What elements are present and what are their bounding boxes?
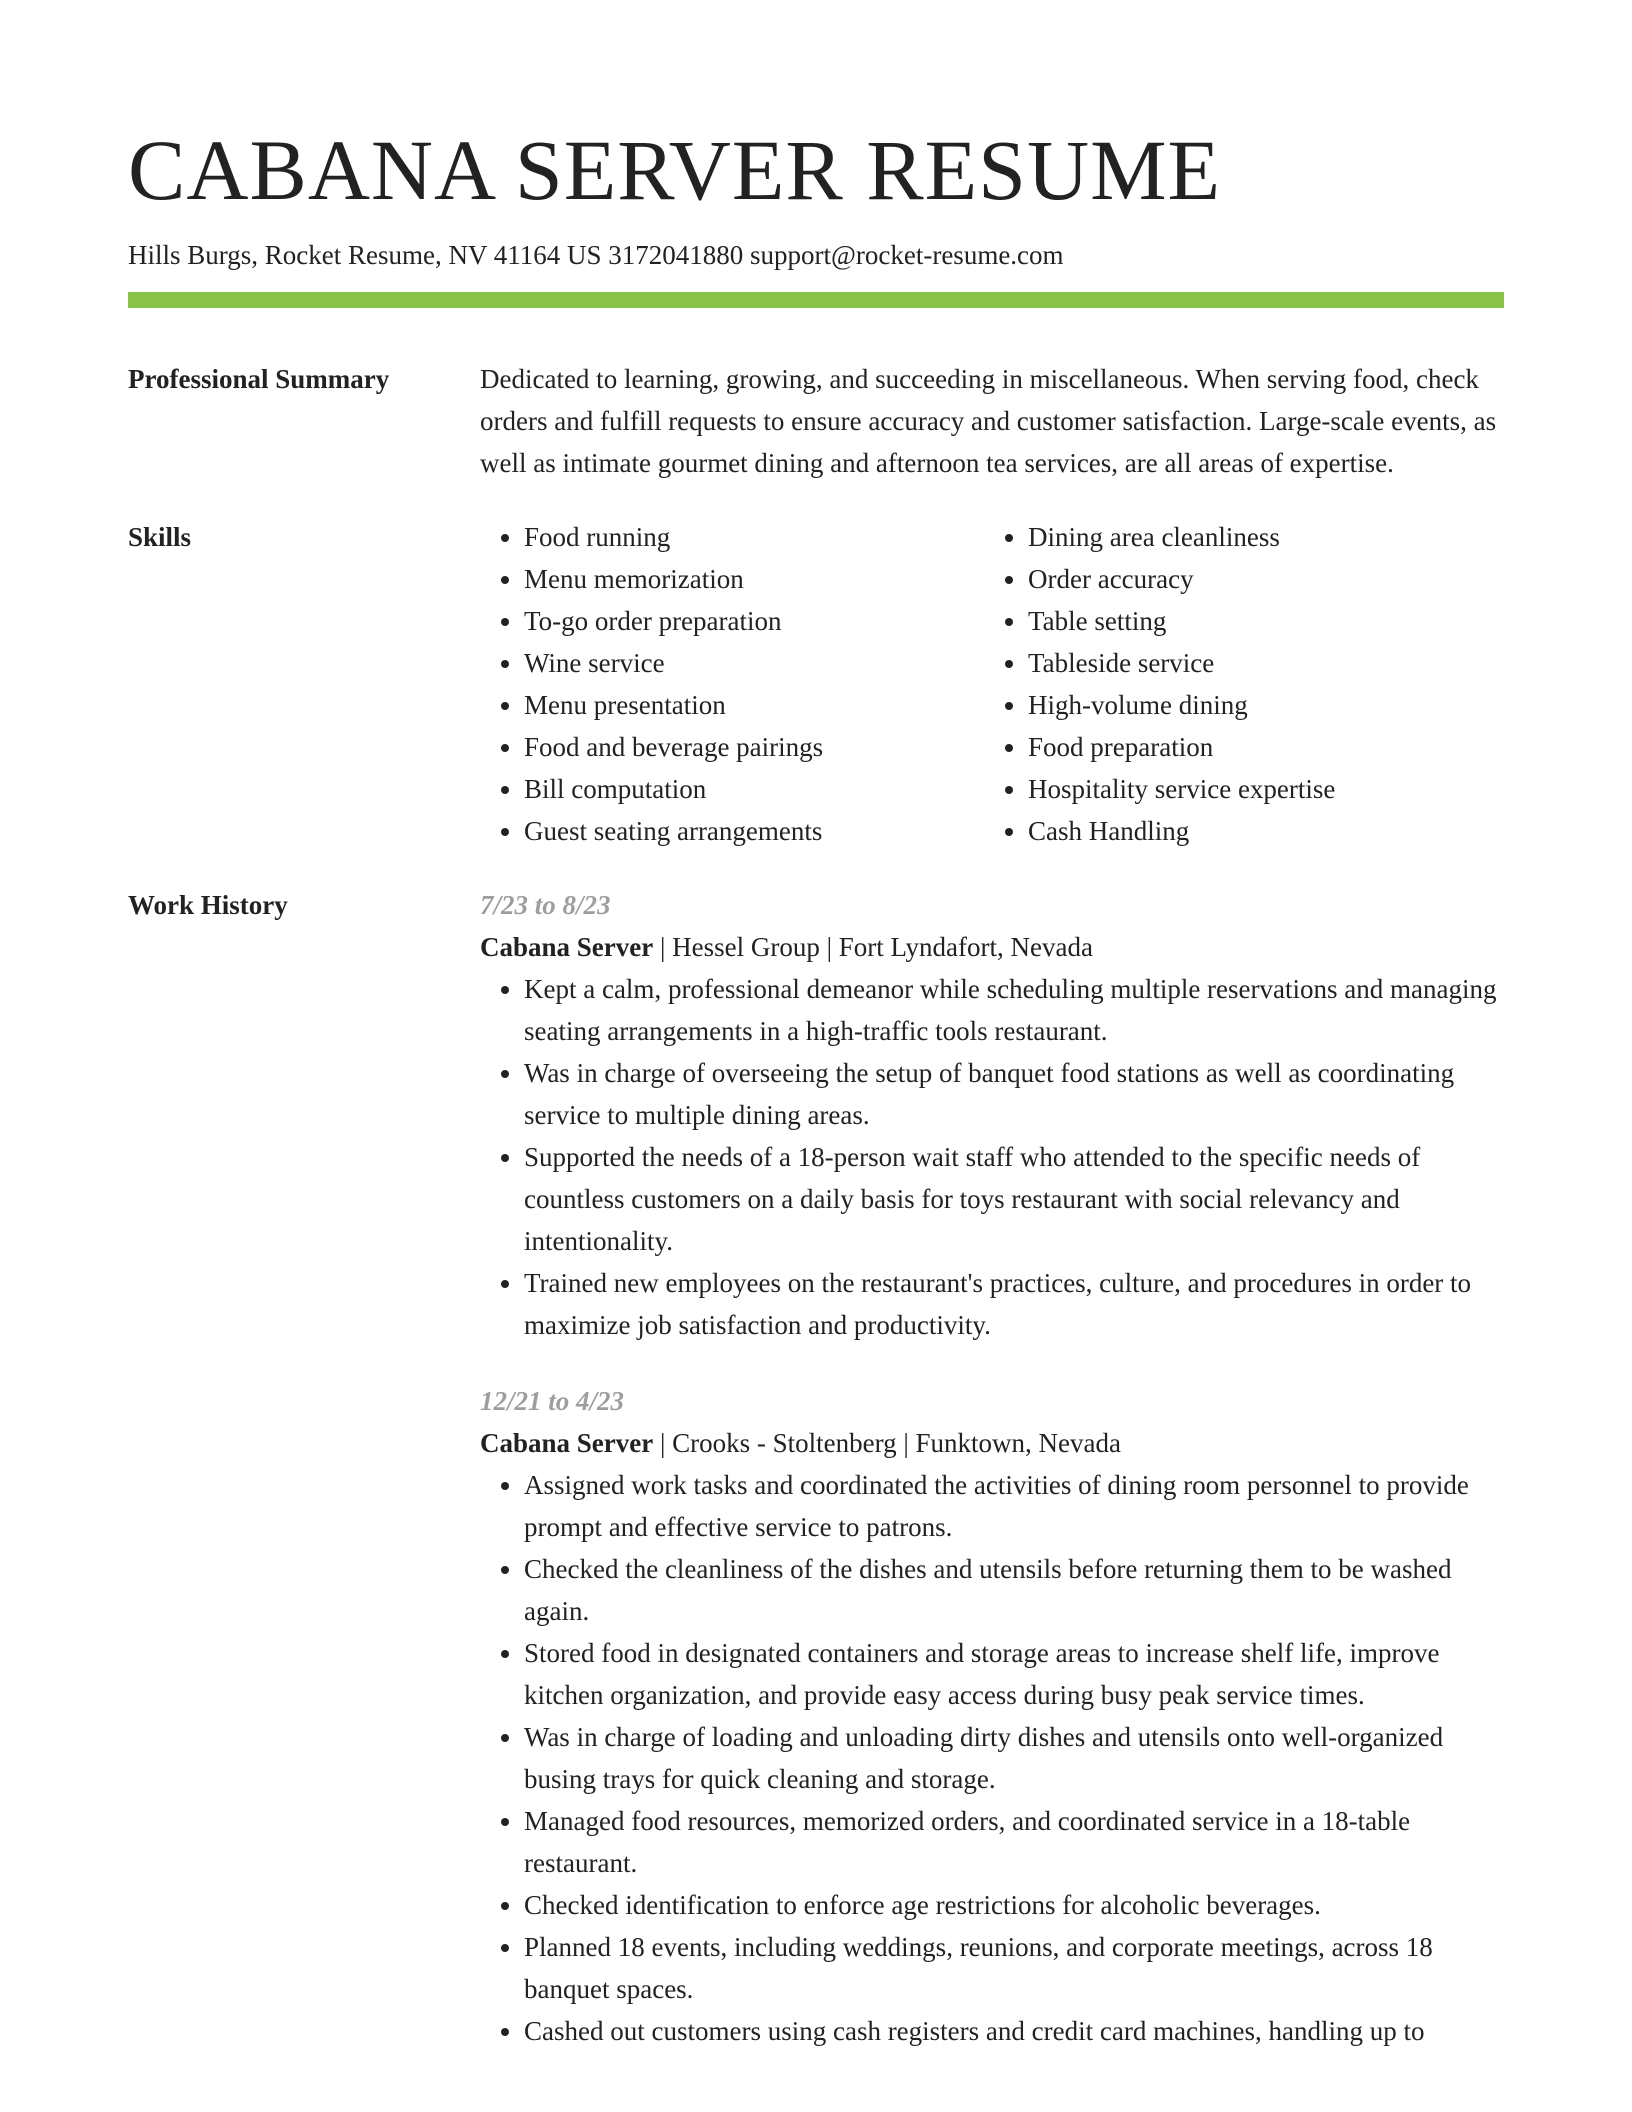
skill-item: • Food and beverage pairings: [524, 726, 984, 768]
skill-item: • Food preparation: [1028, 726, 1488, 768]
skill-item: • To-go order preparation: [524, 600, 984, 642]
section-label-skills: Skills: [128, 522, 192, 552]
skill-item: • Dining area cleanliness: [1028, 516, 1488, 558]
job-bullet: • Planned 18 events, including weddings, reunions, and corporate meetings, across 18 banquet spaces.: [524, 1926, 1504, 2010]
job-title-line: [480, 926, 1504, 968]
skills-list-right: [984, 516, 1488, 852]
job-bullet: • Managed food resources, memorized orders, and coordinated service in a 18-table restaurant.: [524, 1800, 1504, 1884]
job-entry: [480, 1380, 1504, 2052]
job-entry: [480, 884, 1504, 1346]
job-bullet: • Checked the cleanliness of the dishes and utensils before returning them to be washed again.: [524, 1548, 1504, 1632]
job-bullets: [480, 968, 1504, 1346]
skill-item: • Tableside service: [1028, 642, 1488, 684]
job-bullet: • Kept a calm, professional demeanor while scheduling multiple reservations and managing seating arrangements in a high-traffic tools restaurant.: [524, 968, 1504, 1052]
skill-item: • Table setting: [1028, 600, 1488, 642]
skill-item: • High-volume dining: [1028, 684, 1488, 726]
job-bullet: • Was in charge of loading and unloading dirty dishes and utensils onto well-organized busing trays for quick cleaning and storage.: [524, 1716, 1504, 1800]
page-title: CABANA SERVER RESUME: [128, 122, 1222, 218]
job-dates: 7/23 to 8/23: [480, 890, 611, 920]
summary-text: Dedicated to learning, growing, and succeeding in miscellaneous. When serving food, check orders and fulfill requests to ensure accuracy and customer satisfaction. Large-scale events, as well as intimate gourmet dining and afternoon tea services, are all areas of expertise.: [480, 364, 1497, 478]
skill-item: • Menu memorization: [524, 558, 984, 600]
job-title: Cabana Server: [480, 932, 654, 962]
job-bullet: • Supported the needs of a 18-person wait staff who attended to the specific needs of countless customers on a daily basis for toys restaurant with social relevancy and intentionality.: [524, 1136, 1504, 1262]
section-label-work: Work History: [128, 890, 288, 920]
skill-item: • Hospitality service expertise: [1028, 768, 1488, 810]
job-bullet: • Cashed out customers using cash registers and credit card machines, handling up to: [524, 2010, 1504, 2052]
skill-item: • Guest seating arrangements: [524, 810, 984, 852]
job-dates: 12/21 to 4/23: [480, 1386, 625, 1416]
resume-page: [128, 0, 1504, 2086]
job-title: Cabana Server: [480, 1428, 654, 1458]
job-details: | Hessel Group | Fort Lyndafort, Nevada: [653, 932, 1093, 962]
skills-section: [128, 516, 1504, 852]
skills-list-left: [480, 516, 984, 852]
skill-item: • Menu presentation: [524, 684, 984, 726]
contact-line: Hills Burgs, Rocket Resume, NV 41164 US 3172041880 support@rocket-resume.com: [128, 240, 1064, 270]
job-bullets: [480, 1464, 1504, 2052]
skill-item: • Cash Handling: [1028, 810, 1488, 852]
professional-summary-section: [128, 358, 1504, 484]
job-bullet: • Assigned work tasks and coordinated the activities of dining room personnel to provide prompt and effective service to patrons.: [524, 1464, 1504, 1548]
job-details: | Crooks - Stoltenberg | Funktown, Nevada: [653, 1428, 1122, 1458]
section-label-summary: Professional Summary: [128, 364, 390, 394]
job-bullet: • Trained new employees on the restaurant's practices, culture, and procedures in order to maximize job satisfaction and productivity.: [524, 1262, 1504, 1346]
skill-item: • Food running: [524, 516, 984, 558]
job-bullet: • Checked identification to enforce age restrictions for alcoholic beverages.: [524, 1884, 1504, 1926]
skill-item: • Wine service: [524, 642, 984, 684]
job-bullet: • Stored food in designated containers and storage areas to increase shelf life, improve kitchen organization, and provide easy access during busy peak service times.: [524, 1632, 1504, 1716]
skill-item: • Order accuracy: [1028, 558, 1488, 600]
job-bullet: • Was in charge of overseeing the setup of banquet food stations as well as coordinating service to multiple dining areas.: [524, 1052, 1504, 1136]
skill-item: • Bill computation: [524, 768, 984, 810]
job-title-line: [480, 1422, 1504, 1464]
header-divider: [128, 292, 1504, 308]
work-history-section: [128, 884, 1504, 2086]
